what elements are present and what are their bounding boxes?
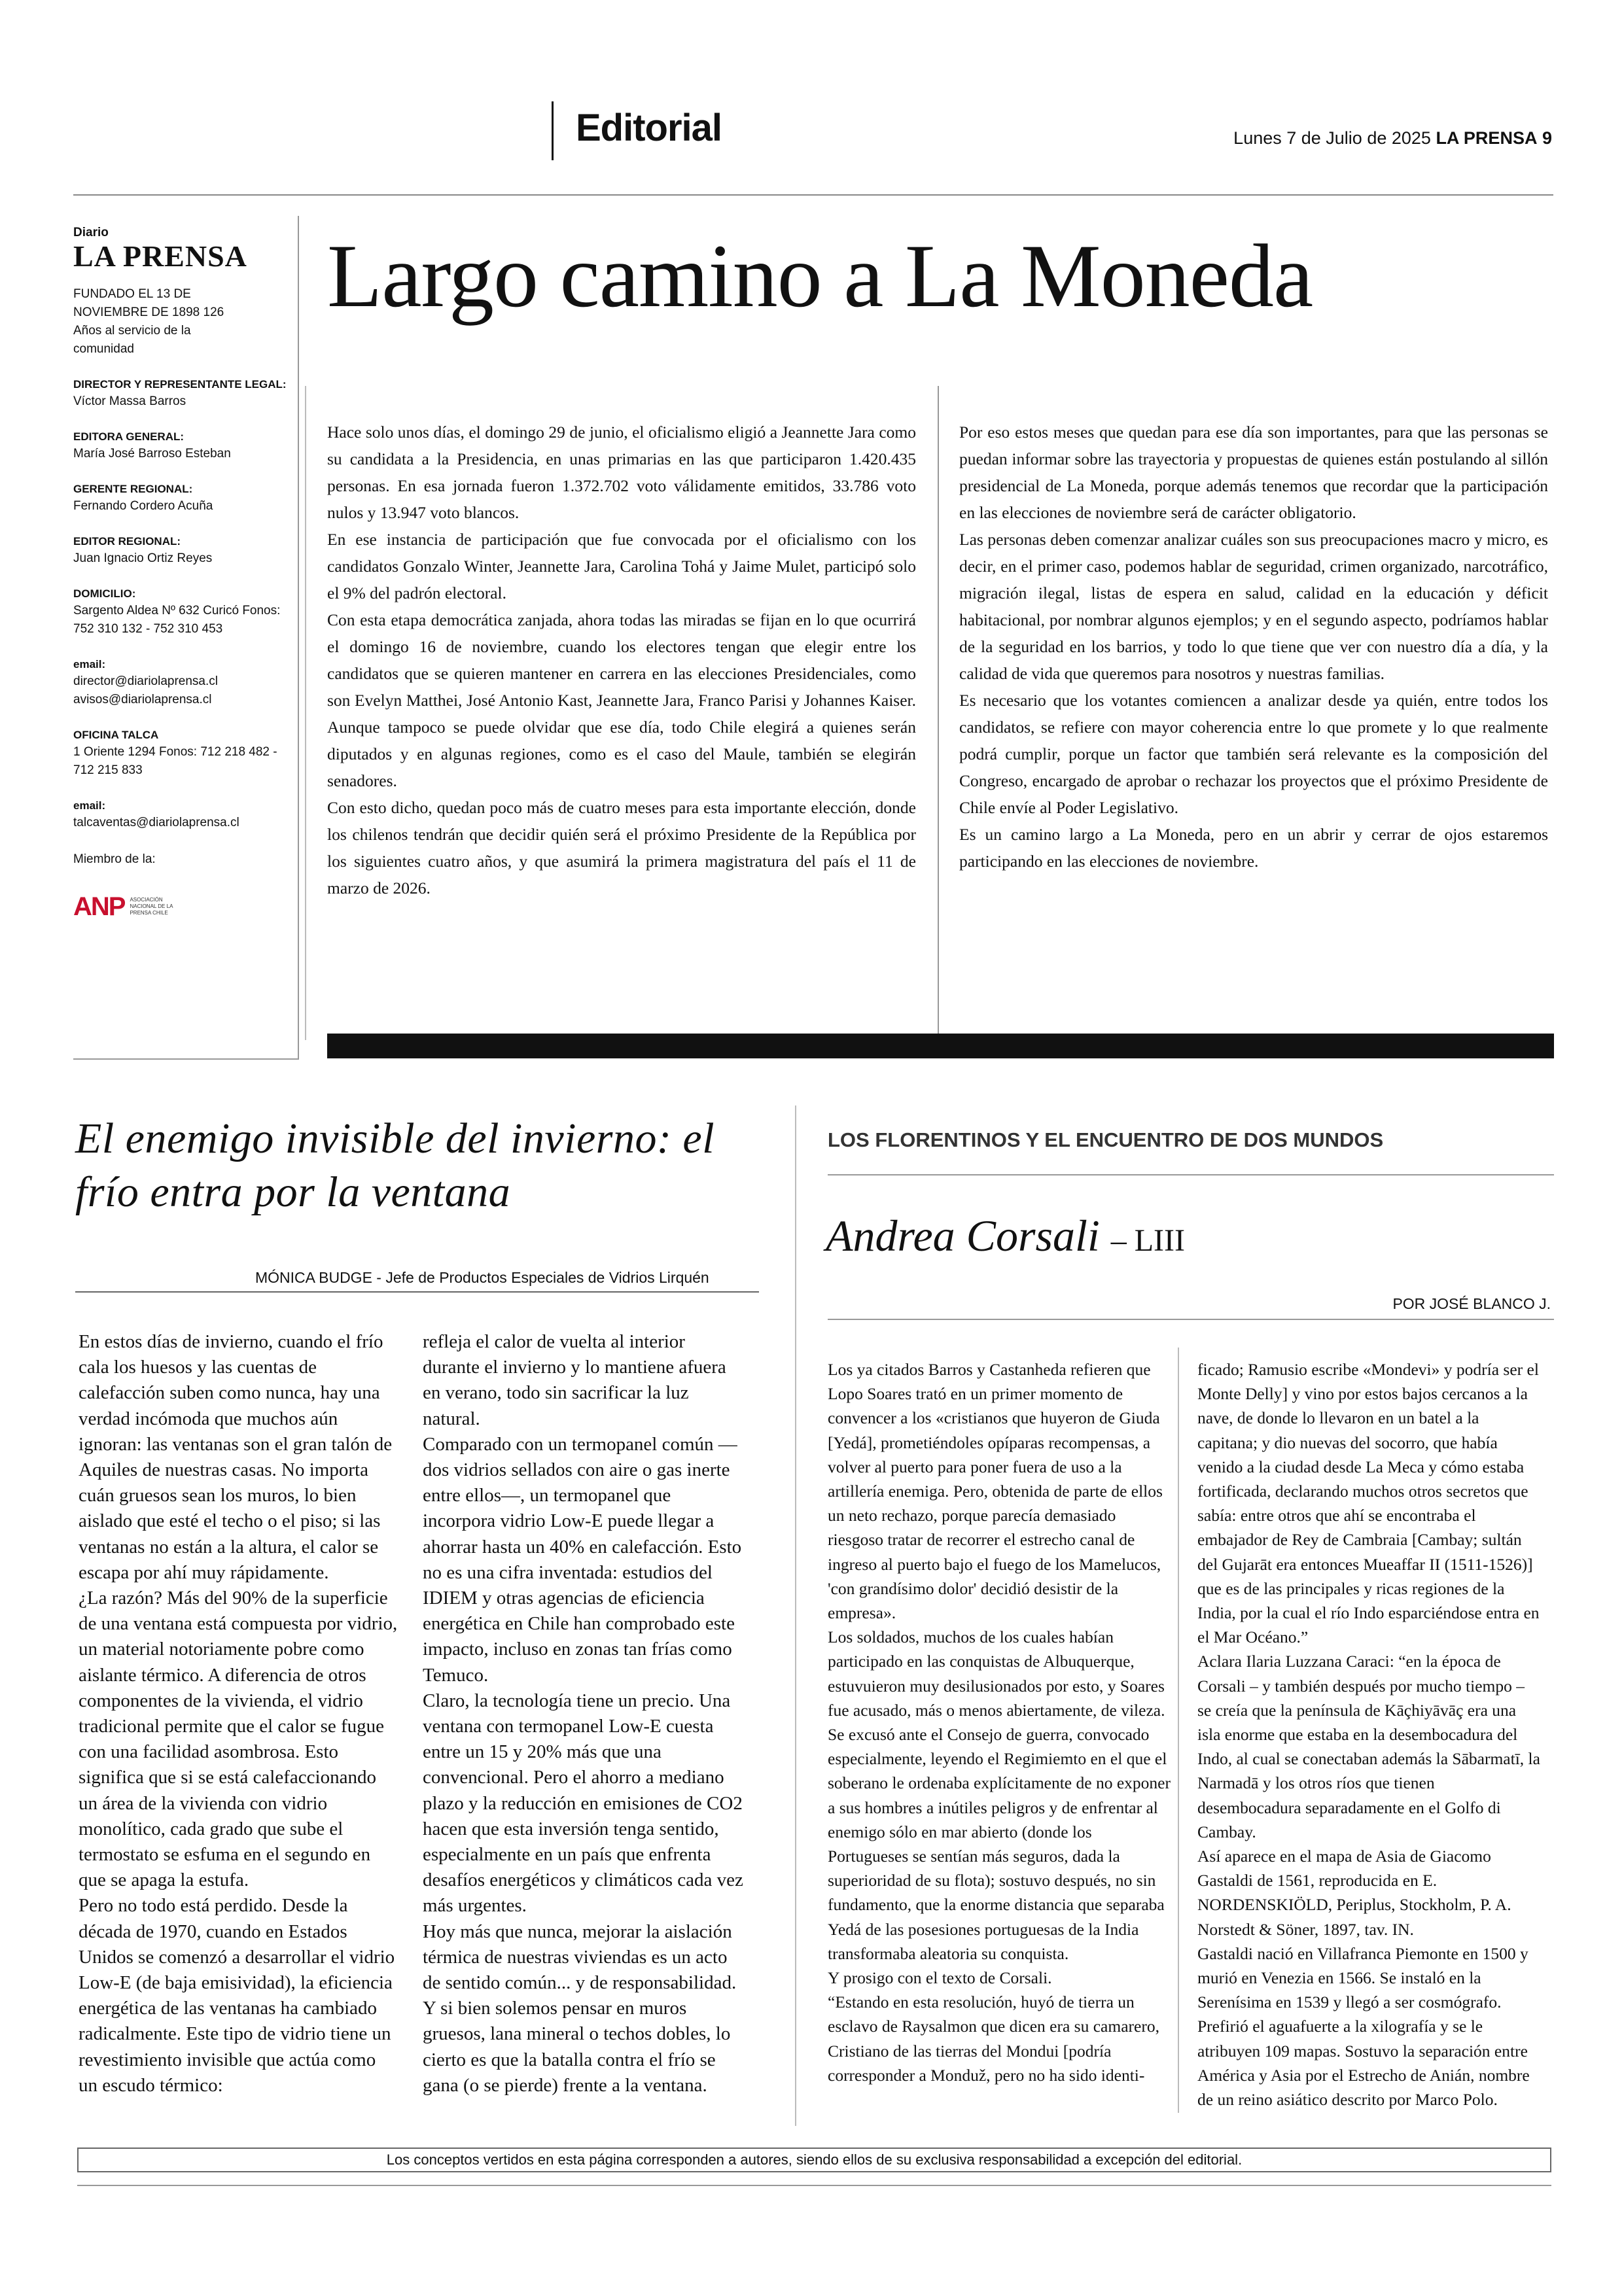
paragraph: Con esta etapa democrática zanjada, ahora todas las miradas se fijan en lo que ocurrirá el domingo 16 de noviembre, cuando los electores tengan que elegir entre los candidatos que se quieren mantener en carrera en las elecciones Presidenciales, como son Evelyn Matthei, José Antonio Kast, Jeannette Jara, Franco Parisi y Johannes Kaiser. Aunque tampoco se puede olvidar que ese día, todo Chile elegirá a quienes serán diputados y en algunas regiones, como es el caso del Maule, también se elegirán senadores. <box>327 610 916 790</box>
article-2-kicker: LOS FLORENTINOS Y EL ENCUENTRO DE DOS MUNDOS <box>828 1128 1384 1151</box>
footer-disclaimer: Los conceptos vertidos en esta página corresponden a autores, siendo ellos de su exclusiva responsabilidad a excepción del editorial. <box>77 2148 1551 2172</box>
paragraph: Claro, la tecnología tiene un precio. Una ventana con termopanel Low-E cuesta entre un 15 y 20% más que una convencional. Pero el ahorro a mediano plazo y la reducción en emisiones de CO2 hacen que esta inversión tenga sentido, especialmente en un país que enfrenta desafíos energéticos y climáticos cada vez más urgentes. <box>423 1690 743 1917</box>
editorial-black-bar <box>327 1034 1554 1058</box>
paragraph: Pero no todo está perdido. Desde la década de 1970, cuando en Estados Unidos se comenzó a desarrollar el vidrio Low-E (de baja emisividad), la eficiencia energética de las ventanas ha cambiado radicalmente. Este tipo de vidrio tiene un revestimiento invisible que actúa como un escudo térmico: <box>79 1895 395 2096</box>
paragraph: Es necesario que los votantes comiencen a analizar desde ya quién, entre todos los candidatos, se refiere con mayor coherencia entre lo que promete y lo que realmente podrá cumplir, porque un factor que también será relevante es la composición del Congreso, encargado de aprobar o rechazar los proyectos que el próximo Presidente de Chile envíe al Poder Legislativo. <box>959 691 1548 817</box>
header-divider <box>552 101 554 160</box>
article-2-column-1 <box>828 1357 1171 2087</box>
masthead-staff-entry <box>73 798 298 832</box>
paragraph: Comparado con un termopanel común —dos vidrios sellados con aire o gas inerte entre ellos—, un termopanel que incorpora vidrio Low-E puede llegar a ahorrar hasta un 40% en calefacción. Esto no es una cifra inventada: estudios del IDIEM y otras agencias de eficiencia energética en Chile han comprobado este impacto, incluso en zonas tan frías como Temuco. <box>423 1433 742 1686</box>
paragraph: Gastaldi nació en Villafranca Piemonte en 1500 y murió en Venezia en 1566. Se instaló en la Serenísima en 1539 y llegó a ser cosmógrafo. Prefirió el aguafuerte a la xilografía y se le atribuyen 109 mapas. Sostuvo la separación entre América y Asia por el Estrecho de Anián, nombre de un reino asiático descrito por Marco Polo. <box>1197 1943 1530 2110</box>
masthead-staff-entry <box>73 727 298 780</box>
article-2-column-2 <box>1197 1357 1541 2112</box>
paragraph: Así aparece en el mapa de Asia de Giacomo Gastaldi de 1561, reproducida en E. NORDENSKIÖLD, Periplus, Stockholm, P. A. Norstedt & Söner, 1897, tav. IN. <box>1197 1847 1511 1939</box>
footer-rule <box>77 2185 1551 2186</box>
article-divider <box>795 1105 796 2126</box>
masthead-sidebar <box>73 216 299 1060</box>
staff-role: EDITORA GENERAL: <box>73 430 185 443</box>
staff-role: email: <box>73 799 106 812</box>
staff-name: director@diariolaprensa.cl avisos@diariolaprensa.cl <box>73 674 218 706</box>
staff-role: EDITOR REGIONAL: <box>73 535 181 548</box>
paragraph: Los ya citados Barros y Castanheda refieren que Lopo Soares trató en un primer momento de convencer a los «cristianos que huyeron de Giuda [Yedá], prometiéndoles opíparas recompensas, a volver al puerto para poner fuera de uso a la artillería enemiga. Pero, obtenida de parte de ellos un neto rechazo, porque parecía demasiado riesgoso tratar de recorrer el estrecho canal de ingreso al puerto bajo el fuego de los Mamelucos, 'con grandísimo dolor' decidió desistir de la empresa». <box>828 1360 1163 1623</box>
staff-role: GERENTE REGIONAL: <box>73 483 193 495</box>
masthead-staff-entry <box>73 377 298 411</box>
staff-name: 1 Oriente 1294 Fonos: 712 218 482 - 712 215 833 <box>73 745 277 777</box>
paragraph: En ese instancia de participación que fue convocada por el oficialismo con los candidatos Gonzalo Winter, Jeannette Jara, Carolina Tohá y Jaime Mulet, participó solo el 9% del padrón electoral. <box>327 530 916 602</box>
anp-logo-caption: ASOCIACIÓN NACIONAL DE LA PRENSA CHILE <box>130 897 173 916</box>
masthead-founded: FUNDADO EL 13 DE NOVIEMBRE DE 1898 126 Años al servicio de la comunidad <box>73 287 224 356</box>
masthead-staff-entry <box>73 657 298 709</box>
paragraph: Con esto dicho, quedan poco más de cuatro meses para esta importante elección, donde los chilenos tendrán que decidir quién será el próximo Presidente de la República por los siguientes cuatro años, y que asumirá la primera magistratura del país el 11 de marzo de 2026. <box>327 798 916 897</box>
staff-name: María José Barroso Esteban <box>73 447 231 461</box>
paragraph: Los soldados, muchos de los cuales habían participado en las conquistas de Albuquerque, estuvuieron muy desilusionados por esto, y Soares fue acusado, más o menos abiertamente, de vileza. Se excusó ante el Consejo de guerra, convocado especialmente, leyendo el Regimiemto en el que el soberano le ordenaba explícitamente de no exponer a sus hombres a inútiles peligros y de enfrentar al enemigo sólo en mar abierto (donde los Portugueses se sentían más seguros, dada la superioridad de su flota); sostuvo después, no sin fundamento, que la enorme distancia que separaba Yedá de las posesiones portuguesas de la India transformaba aleatoria su conquista. <box>828 1627 1171 1963</box>
paragraph: Y prosigo con el texto de Corsali. <box>828 1968 1052 1988</box>
masthead-staff-entry <box>73 481 298 515</box>
paragraph: Las personas deben comenzar analizar cuáles son sus preocupaciones macro y micro, es decir, en el primer caso, podemos hablar de seguridad, crimen organizado, narcotráfico, migración ilegal, listas de espera en salud, calidad en la educación y déficit habitacional, por nombrar algunos ejemplos; y en el segundo aspecto, podríamos hablar de la seguridad en los barrios, y todo lo que tiene que ver con nuestro día a día, y la calidad de vida que queremos para nosotros y nuestras familias. <box>959 530 1548 683</box>
staff-role: DIRECTOR Y REPRESENTANTE LEGAL: <box>73 378 287 391</box>
article-2-headline-name: Andrea Corsali <box>826 1211 1100 1261</box>
staff-name: Fernando Cordero Acuña <box>73 499 213 513</box>
anp-logo-mark: ANP <box>73 892 125 921</box>
masthead-staff-entry <box>73 586 298 638</box>
paragraph: Aclara Ilaria Luzzana Caraci: “en la época de Corsali – y también después por mucho tiempo – se creía que la península de Kāçhiyāvāç era una isla enorme que estaba en la desembocadura del Indo, al cual se conectaban además la Sābarmatī, la Narmadā y los otros ríos que tienen desembocadura separadamente en el Golfo di Cambay. <box>1197 1652 1540 1841</box>
header-paper: LA PRENSA <box>1436 128 1538 148</box>
staff-name: Sargento Aldea Nº 632 Curicó Fonos: 752 310 132 - 752 310 453 <box>73 604 281 636</box>
article-1-column-1 <box>79 1329 399 2098</box>
article-2-byline: POR JOSÉ BLANCO J. <box>1392 1295 1551 1312</box>
paragraph: En estos días de invierno, cuando el frío cala los huesos y las cuentas de calefacción suben como nunca, hay una verdad incómoda que muchos aún ignoran: las ventanas son el gran talón de Aquiles de nuestras casas. No importa cuán gruesos sean los muros, lo bien aislado que esté el techo o el piso; si las ventanas no están a la altura, el calor se escapa por ahí muy rápidamente. <box>79 1331 393 1583</box>
article-2-rule <box>828 1319 1554 1320</box>
staff-name: Juan Ignacio Ortiz Reyes <box>73 551 213 565</box>
staff-role: OFICINA TALCA <box>73 729 159 741</box>
article-1-byline: MÓNICA BUDGE - Jefe de Productos Especiales de Vidrios Lirquén <box>255 1269 709 1286</box>
editorial-column-2 <box>959 419 1548 875</box>
article-2-headline-suffix: – LIII <box>1110 1223 1186 1258</box>
editorial-headline: Largo camino a La Moneda <box>327 226 1313 326</box>
staff-role: DOMICILIO: <box>73 587 136 600</box>
section-title: Editorial <box>576 107 722 149</box>
header-rule <box>73 194 1553 196</box>
article-1-rule <box>75 1291 759 1293</box>
paragraph: Es un camino largo a La Moneda, pero en un abrir y cerrar de ojos estaremos participando en las elecciones de noviembre. <box>959 825 1548 871</box>
paragraph: Por eso estos meses que quedan para ese día son importantes, para que las personas se puedan informar sobre las trayectoria y propuestas de quienes están postulando al sillón presidencial de La Moneda, porque además tenemos que recordar que la participación en las elecciones de noviembre será de carácter obligatorio. <box>959 423 1548 522</box>
masthead-staff-entry <box>73 429 298 463</box>
column-rule <box>938 386 939 1040</box>
staff-name: talcaventas@diariolaprensa.cl <box>73 816 239 829</box>
anp-logo <box>73 894 298 920</box>
staff-role: email: <box>73 658 106 670</box>
paragraph: “Estando en esta resolución, huyó de tierra un esclavo de Raysalmon que dicen era su camarero, Cristiano de las tierras del Mondui [podría corresponder a Monduž, pero no ha sido identi- <box>828 1992 1159 2085</box>
paragraph: refleja el calor de vuelta al interior durante el invierno y lo mantiene afuera en verano, todo sin sacrificar la luz natural. <box>423 1331 726 1429</box>
article-2-rule-top <box>828 1174 1554 1175</box>
header-date: Lunes 7 de Julio de 2025 <box>1233 128 1431 148</box>
staff-name: Víctor Massa Barros <box>73 394 186 408</box>
paragraph: ¿La razón? Más del 90% de la superficie de una ventana está compuesta por vidrio, un material notoriamente pobre como aislante térmico. A diferencia de otros componentes de la vivienda, el vidrio tradicional permite que el calor se fugue con una facilidad asombrosa. Esto significa que si se está calefaccionando un área de la vivienda con vidrio monolítico, cada grado que sube el termostato se esfuma en el segundo en que se apaga la estufa. <box>79 1588 398 1891</box>
paragraph: Hoy más que nunca, mejorar la aislación térmica de nuestras viviendas es un acto de sentido común... y de responsabilidad. Y si bien solemos pensar en muros gruesos, lana mineral o techos dobles, lo cierto es que la batalla contra el frío se gana (o se pierde) frente a la ventana. <box>423 1921 737 2096</box>
column-rule <box>1178 1348 1179 2113</box>
masthead-staff-list <box>73 377 298 832</box>
column-rule <box>305 386 306 1040</box>
masthead-diario: Diario <box>73 226 109 239</box>
header-dateline <box>1233 128 1552 148</box>
article-1-column-2 <box>423 1329 743 2098</box>
header-page-number: 9 <box>1542 128 1552 148</box>
editorial-column-1 <box>327 419 916 901</box>
masthead-staff-entry <box>73 534 298 568</box>
article-1-headline: El enemigo invisible del invierno: el frío entra por la ventana <box>75 1115 715 1216</box>
masthead-member: Miembro de la: <box>73 852 156 866</box>
article-2-headline <box>826 1210 1185 1262</box>
paragraph: ficado; Ramusio escribe «Mondevi» y podría ser el Monte Delly] y vino por estos bajos cercanos a la nave, de donde lo llevaron en un batel a la capitana; y dio nuevas del socorro, que había venido a la ciudad desde La Meca y cómo estaba fortificada, declarando muchos otros secretos que sabía: entre otros que ahí se encontraba el embajador de Rey de Cambraia [Cambay; sultán del Gujarāt era entonces Mueaffar II (1511-1526)] que es de las principales y ricas regiones de la India, por la cual el río Indo esparciéndose entra en el Mar Océano.” <box>1197 1360 1540 1647</box>
masthead-logo: LA PRENSA <box>73 239 247 273</box>
paragraph: Hace solo unos días, el domingo 29 de junio, el oficialismo eligió a Jeannette Jara como su candidata a la Presidencia, en unas primarias en las que participaron 1.420.435 personas. En esa jornada fueron 1.372.702 voto válidamente emitidos, 33.786 voto nulos y 13.947 voto blancos. <box>327 423 916 522</box>
